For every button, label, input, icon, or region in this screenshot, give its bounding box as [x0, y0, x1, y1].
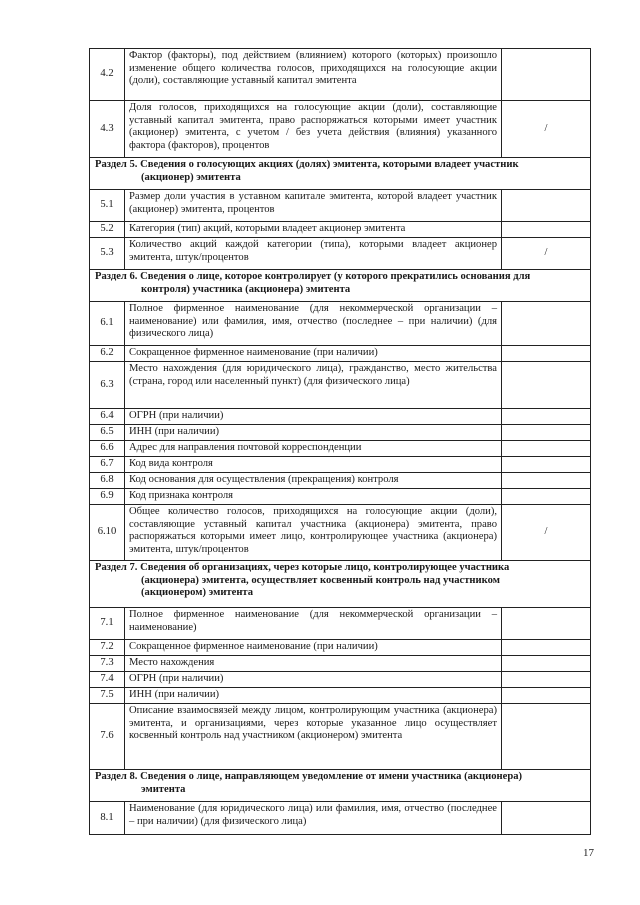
table-row — [90, 425, 591, 441]
row-number: 8.1 — [90, 802, 125, 835]
row-description: Наименование (для юридического лица) или фамилия, имя, отчество (последнее – при наличии) (для физического лица) — [125, 802, 502, 835]
table-row — [90, 190, 591, 222]
row-description: Размер доли участия в уставном капитале эмитента, которой владеет участник (акционер) эмитента, процентов — [125, 190, 502, 222]
row-number: 7.6 — [90, 704, 125, 770]
form-page — [89, 48, 590, 835]
table-row — [90, 302, 591, 346]
table-row — [90, 505, 591, 561]
table-row — [90, 441, 591, 457]
table-row — [90, 222, 591, 238]
row-value-cell[interactable] — [502, 489, 591, 505]
row-value-cell[interactable] — [502, 672, 591, 688]
row-number: 6.2 — [90, 346, 125, 362]
table-row — [90, 101, 591, 158]
section-header — [90, 270, 591, 302]
row-description: Место нахождения — [125, 656, 502, 672]
row-description: Сокращенное фирменное наименование (при наличии) — [125, 346, 502, 362]
table-row — [90, 49, 591, 101]
row-number: 5.3 — [90, 238, 125, 270]
row-description: Общее количество голосов, приходящихся на голосующие акции (доли), составляющие уставный капитал участника (акционера) эмитента, право распоряжаться которыми имеет лицо, контролирующее участника (акционера) эмитента, штук/процентов — [125, 505, 502, 561]
row-value-cell[interactable] — [502, 222, 591, 238]
row-number: 7.4 — [90, 672, 125, 688]
row-value-cell[interactable] — [502, 302, 591, 346]
row-description: Доля голосов, приходящихся на голосующие акции (доли), составляющие уставный капитал эмитента, право распоряжаться которыми имеет участник (акционер) эмитента, с учетом / без учета действия (влияния) указанного фактора (факторов), процентов — [125, 101, 502, 158]
row-number: 7.5 — [90, 688, 125, 704]
row-value-cell[interactable] — [502, 656, 591, 672]
row-number: 6.1 — [90, 302, 125, 346]
table-row — [90, 688, 591, 704]
row-number: 4.3 — [90, 101, 125, 158]
row-value-cell[interactable] — [502, 473, 591, 489]
row-number: 6.8 — [90, 473, 125, 489]
row-description: ИНН (при наличии) — [125, 425, 502, 441]
row-value-cell[interactable] — [502, 346, 591, 362]
row-description: ОГРН (при наличии) — [125, 409, 502, 425]
row-value-cell[interactable] — [502, 640, 591, 656]
table-row — [90, 608, 591, 640]
table-row — [90, 409, 591, 425]
row-number: 6.6 — [90, 441, 125, 457]
row-description: Место нахождения (для юридического лица), гражданство, место жительства (страна, город или населенный пункт) (для физического лица) — [125, 362, 502, 409]
row-description: Категория (тип) акций, которыми владеет акционер эмитента — [125, 222, 502, 238]
row-value-cell[interactable] — [502, 457, 591, 473]
table-row — [90, 346, 591, 362]
row-number: 6.7 — [90, 457, 125, 473]
row-description: Код признака контроля — [125, 489, 502, 505]
table-row — [90, 656, 591, 672]
row-description: Полное фирменное наименование (для некоммерческой организации – наименование) или фамилия, имя, отчество (последнее – при наличии) (для физического лица) — [125, 302, 502, 346]
section-title: Раздел 7. Сведения об организациях, через которые лицо, контролирующее участника (акционера) эмитента, осуществляет косвенный контроль над участником (акционером) эмитента — [90, 561, 591, 608]
table-row — [90, 672, 591, 688]
table-row — [90, 704, 591, 770]
row-description: Фактор (факторы), под действием (влиянием) которого (которых) произошло изменение общего количества голосов, приходящихся на голосующие акции (доли), составляющие уставный капитал эмитента — [125, 49, 502, 101]
section-header — [90, 561, 591, 608]
row-description: ОГРН (при наличии) — [125, 672, 502, 688]
section-title: Раздел 8. Сведения о лице, направляющем уведомление от имени участника (акционера) эмитента — [90, 770, 591, 802]
row-value-cell[interactable] — [502, 802, 591, 835]
table-row — [90, 457, 591, 473]
row-value-cell[interactable] — [502, 362, 591, 409]
row-number: 4.2 — [90, 49, 125, 101]
row-value-cell[interactable]: / — [502, 505, 591, 561]
section-header — [90, 158, 591, 190]
section-title: Раздел 6. Сведения о лице, которое контролирует (у которого прекратились основания для контроля) участника (акционера) эмитента — [90, 270, 591, 302]
row-description: ИНН (при наличии) — [125, 688, 502, 704]
section-header — [90, 770, 591, 802]
table-row — [90, 489, 591, 505]
table-row — [90, 802, 591, 835]
row-value-cell[interactable] — [502, 49, 591, 101]
row-value-cell[interactable]: / — [502, 238, 591, 270]
row-number: 6.4 — [90, 409, 125, 425]
section-title: Раздел 5. Сведения о голосующих акциях (долях) эмитента, которыми владеет участник (акционер) эмитента — [90, 158, 591, 190]
row-value-cell[interactable]: / — [502, 101, 591, 158]
row-number: 6.3 — [90, 362, 125, 409]
row-value-cell[interactable] — [502, 190, 591, 222]
disclosure-form-table — [89, 48, 591, 835]
row-description: Код основания для осуществления (прекращения) контроля — [125, 473, 502, 489]
table-row — [90, 362, 591, 409]
row-number: 7.2 — [90, 640, 125, 656]
table-row — [90, 238, 591, 270]
row-description: Описание взаимосвязей между лицом, контролирующим участника (акционера) эмитента, и организациями, через которые указанное лицо осуществляет косвенный контроль над участником (акционером) эмитента — [125, 704, 502, 770]
table-row — [90, 640, 591, 656]
table-row — [90, 473, 591, 489]
row-number: 6.9 — [90, 489, 125, 505]
row-number: 6.5 — [90, 425, 125, 441]
row-number: 6.10 — [90, 505, 125, 561]
row-value-cell[interactable] — [502, 425, 591, 441]
row-description: Адрес для направления почтовой корреспонденции — [125, 441, 502, 457]
row-value-cell[interactable] — [502, 441, 591, 457]
row-value-cell[interactable] — [502, 704, 591, 770]
row-value-cell[interactable] — [502, 409, 591, 425]
row-number: 7.3 — [90, 656, 125, 672]
row-description: Сокращенное фирменное наименование (при наличии) — [125, 640, 502, 656]
row-description: Код вида контроля — [125, 457, 502, 473]
row-number: 5.2 — [90, 222, 125, 238]
page-number: 17 — [583, 847, 594, 859]
row-value-cell[interactable] — [502, 688, 591, 704]
row-number: 7.1 — [90, 608, 125, 640]
row-description: Полное фирменное наименование (для некоммерческой организации – наименование) — [125, 608, 502, 640]
row-number: 5.1 — [90, 190, 125, 222]
row-description: Количество акций каждой категории (типа), которыми владеет акционер эмитента, штук/процентов — [125, 238, 502, 270]
row-value-cell[interactable] — [502, 608, 591, 640]
